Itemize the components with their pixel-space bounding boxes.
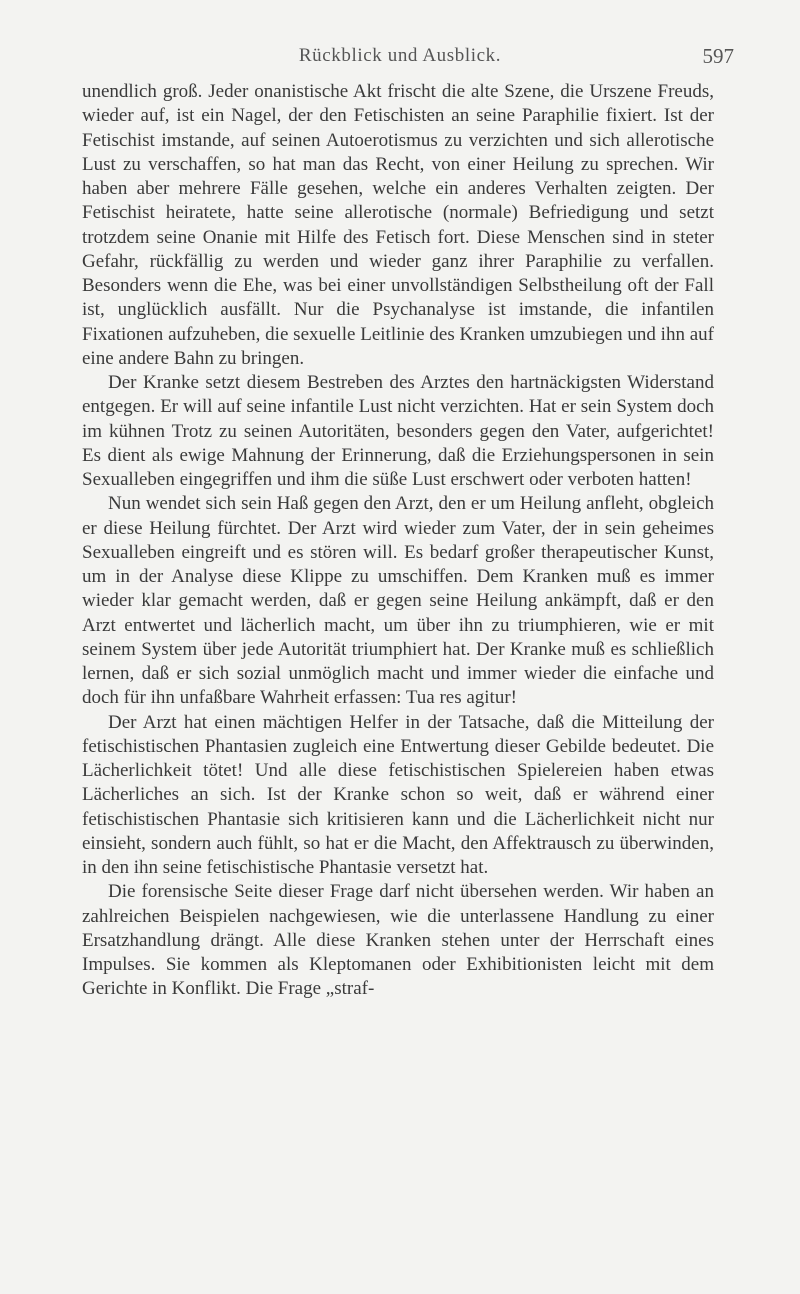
paragraph-1: unendlich groß. Jeder onanistische Akt frischt die alte Szene, die Urszene Freuds, wieder auf, ist ein Nagel, der den Fetischisten an seine Paraphilie fixiert. Ist der Fetischist imstande, auf seinen Autoerotismus zu verzichten und sich allerotische Lust zu verschaffen, so hat man das Recht, von einer Heilung zu sprechen. Wir haben aber mehrere Fälle gesehen, welche ein anderes Verhalten zeigten. Der Fetischist heiratete, hatte seine allerotische (normale) Befriedigung und setzt trotzdem seine Onanie mit Hilfe des Fetisch fort. Diese Menschen sind in steter Gefahr, rückfällig zu werden und wieder ganz ihrer Paraphilie zu verfallen. Besonders wenn die Ehe, was bei einer unvollständigen Selbstheilung oft der Fall ist, unglücklich ausfällt. Nur die Psychanalyse ist imstande, die infantilen Fixationen aufzuheben, die sexuelle Leitlinie des Kranken umzubiegen und ihn auf eine andere Bahn zu bringen.	[82, 81, 714, 369]
paragraph-3: Nun wendet sich sein Haß gegen den Arzt, den er um Heilung anfleht, obgleich er diese Heilung fürchtet. Der Arzt wird wieder zum Vater, der in sein geheimes Sexualleben eingreift und es stören will. Es bedarf großer therapeutischer Kunst, um in der Analyse diese Klippe zu umschiffen. Dem Kranken muß es immer wieder klar gemacht werden, daß er gegen seine Heilung ankämpft, daß er den Arzt entwertet und lächerlich macht, um über ihn zu triumphieren, wie er mit seinem System über jede Autorität triumphiert hat. Der Kranke muß es schließlich lernen, daß er sich sozial unmöglich macht und immer wieder die einfache und doch für ihn unfaßbare Wahrheit erfassen: Tua res agitur!	[82, 493, 714, 709]
paragraph-5: Die forensische Seite dieser Frage darf nicht übersehen werden. Wir haben an zahlreichen Beispielen nachgewiesen, wie die unterlassene Handlung zu einer Ersatzhandlung drängt. Alle diese Kranken stehen unter der Herrschaft eines Impulses. Sie kommen als Kleptomanen oder Exhibitionisten leicht mit dem Gerichte in Konflikt. Die Frage „straf-	[82, 881, 714, 1000]
header-title: Rückblick und Ausblick.	[298, 45, 502, 66]
paragraph-4: Der Arzt hat einen mächtigen Helfer in der Tatsache, daß die Mitteilung der fetischistischen Phantasien zugleich eine Entwertung dieser Gebilde bedeutet. Die Lächerlichkeit tötet! Und alle diese fetischistischen Spielereien haben etwas Lächerliches an sich. Ist der Kranke schon so weit, daß er während einer fetischistischen Phantasie sich kritisieren kann und die Lächerlichkeit nicht nur einsieht, sondern auch fühlt, so hat er die Macht, den Affektrausch zu überwinden, in den ihn seine fetischistische Phantasie versetzt hat.	[82, 711, 714, 878]
paragraph-2: Der Kranke setzt diesem Bestreben des Arztes den hartnäckigsten Widerstand entgegen. Er will auf seine infantile Lust nicht verzichten. Hat er sein System doch im kühnen Trotz zu seinen Autoritäten, besonders gegen den Vater, aufgerichtet! Es dient als ewige Mahnung der Erinnerung, daß die Erziehungspersonen in sein Sexualleben eingegriffen und ihm die süße Lust erschwert oder verboten hatten!	[82, 372, 714, 490]
body-text	[82, 80, 714, 1002]
page-number: 597	[702, 44, 734, 68]
running-header	[80, 44, 734, 75]
